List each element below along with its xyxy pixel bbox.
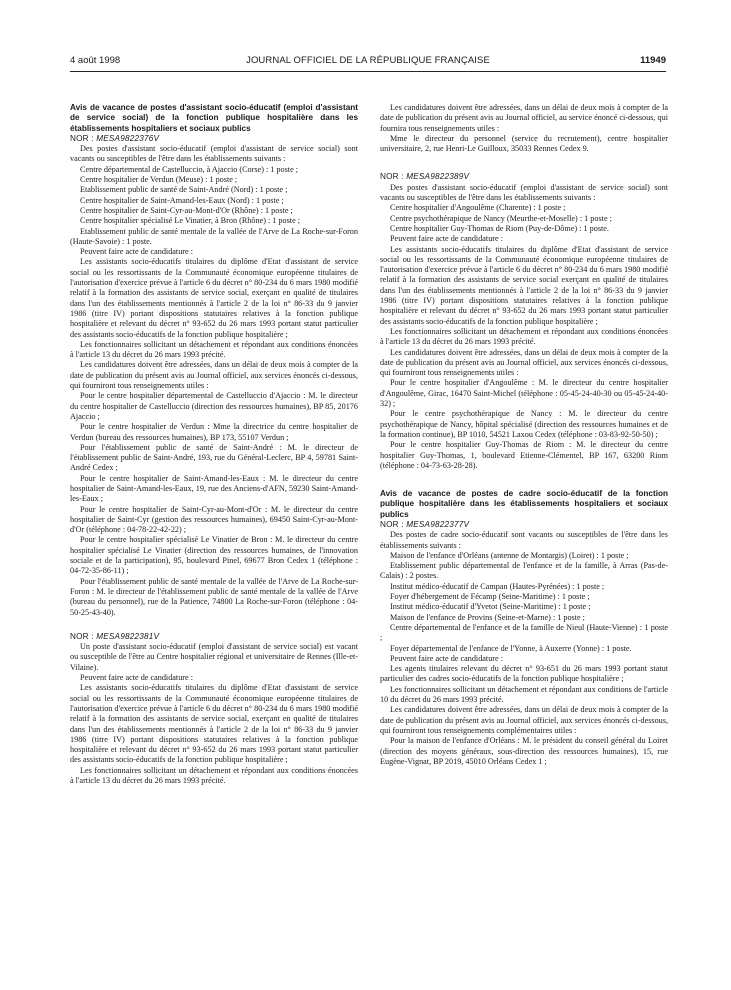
paragraph: Pour le centre hospitalier spécialisé Le Vinatier de Bron : M. le directeur du centre hospitalier spécialisé Le Vinatier (direction des ressources humaines, de l'innovation sociale et de la participation), 95, boulevard Pinel, 69677 Bron Cedex 1 (téléphone : 04-72-35-86-11) ;	[70, 535, 358, 576]
paragraph: Les assistants socio-éducatifs titulaires du diplôme d'Etat d'assistant de service social ou les ressortissants de la Communauté économique européenne titulaires de l'autorisation d'exercice prévue à l'article 6 du décret n° 80-234 du 6 mars 1980 modifié relatif à la formation des assistants de service social, exerçant en qualité de titulaires dans l'un des établissements mentionnés à l'article 2 de la loi n° 86-33 du 9 janvier 1986 (titre IV) portant dispositions statutaires relatives à la fonction publique hospitalière et relevant du décret n° 93-652 du 26 mars 1993 portant statut particulier des assistants socio-éducatifs de la fonction publique hospitalière ;	[70, 683, 358, 765]
right-column	[380, 103, 668, 983]
paragraph: Un poste d'assistant socio-éducatif (emploi d'assistant de service social) est vacant ou susceptible de l'être au Centre hospitalier régional et universitaire de Rennes (Ille-et-Vilaine).	[70, 642, 358, 672]
list-item: Etablissement public départemental de l'enfance et de la famille, à Arras (Pas-de-Calais) : 2 postes.	[380, 561, 668, 581]
list-item: Institut médico-éducatif d'Yvetot (Seine-Maritime) : 1 poste ;	[390, 602, 591, 612]
paragraph: Pour le centre hospitalier Guy-Thomas de Riom : M. le directeur du centre hospitalier Guy-Thomas, 1, boulevard Etienne-Clémentel, BP 167, 63200 Riom (téléphone : 04-73-63-28-28).	[380, 440, 668, 470]
list-item: Centre hospitalier Guy-Thomas de Riom (Puy-de-Dôme) : 1 poste.	[390, 223, 609, 233]
list-item: Foyer d'hébergement de Fécamp (Seine-Maritime) : 1 poste ;	[390, 592, 590, 602]
nor-reference: NOR : MESA9822381V	[70, 631, 160, 641]
paragraph: Les assistants socio-éducatifs titulaires du diplôme d'Etat d'assistant de service social ou les ressortissants de la Communauté économique européenne titulaires de l'autorisation d'exercice prévue à l'article 6 du décret n° 80-234 du 6 mars 1980 modifié relatif à la formation des assistants de service social exerçant en qualité de titulaires dans l'un des établissements mentionnés à l'article 2 de la loi n° 86-33 du 9 janvier 1986 (titre IV) portant dispositions statutaires relatives à la fonction publique hospitalière et relevant du décret n° 93-652 du 26 mars 1993 portant statut particulier des assistants socio-éducatifs de la fonction publique hospitalière ;	[380, 244, 668, 326]
paragraph: Des postes de cadre socio-éducatif sont vacants ou susceptibles de l'être dans les établissements suivants :	[380, 530, 668, 550]
paragraph: Peuvent faire acte de candidature :	[80, 247, 193, 257]
list-item: Centre hospitalier de Saint-Amand-les-Eaux (Nord) : 1 poste ;	[80, 195, 284, 205]
paragraph: Les candidatures doivent être adressées, dans un délai de deux mois à compter de la date de publication du présent avis au Journal officiel, au service énoncé ci-dessous, qui fournira tous renseignements utiles :	[380, 103, 668, 133]
paragraph: Pour le centre hospitalier d'Angoulême : M. le directeur du centre hospitalier d'Angoulême, Girac, 16470 Saint-Michel (téléphone : 05-45-24-40-30 ou 05-45-24-40-32) ;	[380, 378, 668, 409]
paragraph: Des postes d'assistant socio-éducatif (emploi d'assistant de service social) sont vacants ou susceptibles de l'être dans les établissements suivants :	[70, 144, 358, 164]
nor-reference: NOR : MESA9822376V	[70, 133, 160, 143]
paragraph: Les fonctionnaires sollicitant un détachement et répondant aux conditions énoncées à l'article 13 du décret du 26 mars 1993 précité.	[380, 326, 668, 347]
list-item: Centre hospitalier de Saint-Cyr-au-Mont-d'Or (Rhône) : 1 poste ;	[80, 205, 293, 215]
paragraph: Les agents titulaires relevant du décret n° 93-651 du 26 mars 1993 portant statut particulier des cadres socio-éducatifs de la fonction publique hospitalière ;	[380, 664, 668, 684]
list-item: Maison de l'enfance de Provins (Seine-et-Marne) : 1 poste ;	[390, 612, 585, 622]
journal-title: JOURNAL OFFICIEL DE LA RÉPUBLIQUE FRANÇAISE	[246, 55, 490, 66]
paragraph: Pour le centre hospitalier de Verdun : Mme la directrice du centre hospitalier de Verdun (bureau des ressources humaines), BP 173, 55107 Verdun ;	[70, 422, 358, 442]
paragraph: Pour le centre psychothérapique de Nancy : M. le directeur du centre psychothérapique de Nancy, hôpital spécialisé (direction des ressources humaines et de la formation continue), BP 1010, 54521 Laxou Cedex (téléphone : 03-83-92-50-50) ;	[380, 409, 668, 439]
paragraph: Mme le directeur du personnel (service du recrutement), centre hospitalier universitaire, 2, rue Henri-Le Guilloux, 35033 Rennes Cedex 9.	[380, 133, 668, 154]
list-item: Centre départemental de Castelluccio, à Ajaccio (Corse) : 1 poste ;	[80, 164, 299, 174]
list-item: Etablissement public de santé mentale de la vallée de l'Arve de La Roche-sur-Foron (Haute-Savoie) : 1 poste.	[70, 226, 358, 246]
paragraph: Les fonctionnaires sollicitant un détachement et répondant aux conditions énoncées à l'article 13 du décret du 26 mars 1993 précité.	[70, 339, 358, 360]
page-header	[70, 55, 666, 69]
nor-reference: NOR : MESA9822377V	[380, 519, 470, 529]
paragraph: Les assistants socio-éducatifs titulaires du diplôme d'Etat d'assistant de service social ou les ressortissants de la Communauté économique européenne titulaires de l'autorisation d'exercice prévue à l'article 6 du décret n° 80-234 du 6 mars 1980 modifié relatif à la formation des assistants de service social, exerçant en qualité de titulaires dans l'un des établissements mentionnés à l'article 2 de la loi n° 86-33 du 9 janvier 1986 (titre IV) portant dispositions statutaires relatives à la fonction publique hospitalière et relevant du décret n° 93-652 du 26 mars 1993 portant statut particulier des assistants socio-éducatifs de la fonction publique hospitalière ;	[70, 257, 358, 339]
page-number: 11949	[640, 55, 666, 66]
paragraph: Peuvent faire acte de candidature :	[80, 673, 193, 683]
list-item: Centre hospitalier d'Angoulême (Charente) : 1 poste ;	[390, 203, 566, 213]
paragraph: Les fonctionnaires sollicitant un détachement et répondant aux conditions de l'article 10 du décret du 26 mars 1993 précité.	[380, 684, 668, 705]
paragraph: Pour l'établissement public de santé de Saint-André : M. le directeur de l'établissement public de Saint-André, 193, rue du Général-Leclerc, BP 4, 59781 Saint-André Cedex ;	[70, 442, 358, 473]
nor-reference: NOR : MESA9822389V	[380, 172, 470, 182]
paragraph: Peuvent faire acte de candidature :	[390, 234, 503, 244]
list-item: Centre départemental de l'enfance et de la famille de Nieul (Haute-Vienne) : 1 poste ;	[380, 622, 668, 643]
paragraph: Pour le centre hospitalier de Saint-Cyr-au-Mont-d'Or : M. le directeur du centre hospitalier de Saint-Cyr (gestion des ressources humaines), 69450 Saint-Cyr-au-Mont-d'Or (téléphone : 04-78-22-42-22) ;	[70, 504, 358, 535]
paragraph: Les candidatures doivent être adressées, dans un délai de deux mois à compter de la date de publication du présent avis au Journal officiel, aux services énoncés ci-dessous, qui fourniront tous renseignements utiles :	[70, 360, 358, 391]
paragraph: Pour l'établissement public de santé mentale de la vallée de l'Arve de La Roche-sur-Foron : M. le directeur de l'établissement public de santé mentale de la vallée de l'Arve (bureau du personnel), rue de la Patience, 74800 La Roche-sur-Foron (téléphone : 04-50-25-43-40).	[70, 576, 358, 617]
header-rule	[70, 71, 666, 72]
issue-date: 4 août 1998	[70, 55, 121, 66]
list-item: Maison de l'enfance d'Orléans (antenne de Montargis) (Loiret) : 1 poste ;	[390, 550, 629, 560]
paragraph: Pour le centre hospitalier de Saint-Amand-les-Eaux : M. le directeur du centre hospitalier de Saint-Amand-les-Eaux, 19, rue des Anciens-d'AFN, 59230 Saint-Amand-les-Eaux ;	[70, 473, 358, 504]
notice-heading: Avis de vacance de postes d'assistant socio-éducatif (emploi d'assistant de service social) de la fonction publique hospitalière dans les établissements hospitaliers et sociaux publics	[70, 103, 358, 133]
list-item: Centre psychothérapique de Nancy (Meurthe-et-Moselle) : 1 poste ;	[390, 213, 612, 223]
list-item: Institut médico-éducatif de Campan (Hautes-Pyrénées) : 1 poste ;	[390, 581, 605, 591]
left-column	[70, 103, 358, 983]
paragraph: Pour le centre hospitalier départemental de Castelluccio d'Ajaccio : M. le directeur du centre hospitalier de Castelluccio (direction des ressources humaines), BP 85, 20176 Ajaccio ;	[70, 391, 358, 421]
paragraph: Les candidatures doivent être adressées, dans un délai de deux mois à compter de la date de publication du présent avis au Journal officiel, aux services énoncés ci-dessous, qui fourniront tous renseignements utiles :	[380, 347, 668, 378]
list-item: Etablissement public de santé de Saint-André (Nord) : 1 poste ;	[80, 185, 288, 195]
paragraph: Des postes d'assistant socio-éducatif (emploi d'assistant de service social) sont vacants ou susceptibles de l'être dans les établissements suivants :	[380, 182, 668, 203]
paragraph: Les candidatures doivent être adressées, dans un délai de deux mois à compter de la date de publication du présent avis au Journal officiel, aux services énoncés ci-dessous, qui fourniront tous renseignements complémentaires utiles :	[380, 705, 668, 735]
list-item: Centre hospitalier spécialisé Le Vinatier, à Bron (Rhône) : 1 poste ;	[80, 216, 301, 226]
paragraph: Peuvent faire acte de candidature :	[390, 653, 503, 663]
paragraph: Pour la maison de l'enfance d'Orléans : M. le président du conseil général du Loiret (direction des moyens généraux, sous-direction des ressources humaines), 15, rue Eugène-Vignat, BP 2019, 45010 Orléans Cedex 1 ;	[380, 736, 668, 766]
list-item: Centre hospitalier de Verdun (Meuse) : 1 poste ;	[80, 175, 238, 185]
paragraph: Les fonctionnaires sollicitant un détachement et répondant aux conditions énoncées à l'article 13 du décret du 26 mars 1993 précité.	[70, 765, 358, 785]
notice-heading: Avis de vacance de postes de cadre socio-éducatif de la fonction publique hospitalière dans les établissements hospitaliers et sociaux publics	[380, 489, 668, 519]
list-item: Foyer départemental de l'enfance de l'Yonne, à Auxerre (Yonne) : 1 poste.	[390, 643, 632, 653]
